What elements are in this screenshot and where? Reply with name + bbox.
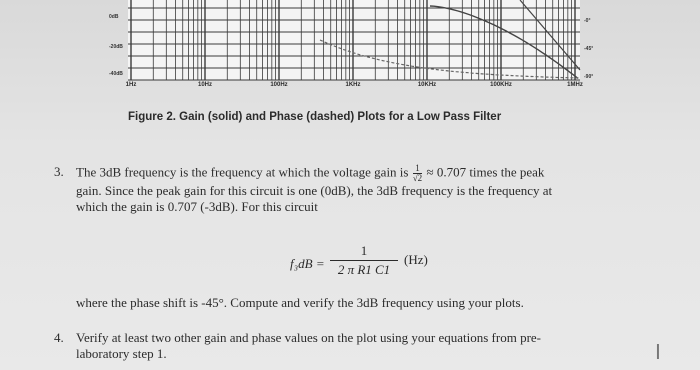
x-tick-100hz: 100Hz bbox=[270, 82, 288, 88]
x-tick-1khz: 1KHz bbox=[345, 82, 361, 88]
one-over-root-two bbox=[413, 164, 422, 183]
item-3-line-1 bbox=[76, 164, 646, 183]
text-cursor-icon: I bbox=[655, 340, 661, 364]
gain-label-2: -40dB bbox=[109, 71, 123, 77]
phase-label-1: -45° bbox=[584, 46, 594, 52]
formula-numerator: 1 bbox=[330, 243, 398, 261]
formula-lhs: f₃dB = bbox=[290, 256, 325, 271]
x-tick-10khz: 10KHz bbox=[417, 82, 437, 88]
item-number-4: 4. bbox=[54, 330, 64, 345]
x-tick-10hz: 10Hz bbox=[197, 82, 213, 88]
item-3-line-2: gain. Since the peak gain for this circuit is one (0dB), the 3dB frequency is the frequency at bbox=[76, 183, 553, 198]
item-4-line-1: Verify at least two other gain and phase values on the plot using your equations from pre- bbox=[76, 330, 541, 345]
frac-denominator: √2 bbox=[412, 173, 423, 183]
x-tick-1mhz: 1MHz bbox=[567, 82, 583, 88]
formula-unit: (Hz) bbox=[404, 252, 428, 267]
figure-caption: Figure 2. Gain (solid) and Phase (dashed) Plots for a Low Pass Filter bbox=[128, 111, 502, 123]
item-3-line-1-end: ≈ 0.707 times the peak bbox=[426, 164, 545, 180]
x-tick-100khz: 100KHz bbox=[490, 82, 512, 88]
phase-label-0: -0° bbox=[584, 18, 591, 24]
item-4-text bbox=[76, 330, 646, 362]
phase-sentence: where the phase shift is -45°. Compute and verify the 3dB frequency using your plots. bbox=[76, 295, 524, 310]
phase-label-2: -90° bbox=[584, 74, 594, 80]
item-3-text bbox=[76, 164, 646, 215]
formula-fraction bbox=[330, 243, 398, 278]
x-tick-1hz: 1Hz bbox=[125, 82, 137, 88]
item-number-3: 3. bbox=[54, 164, 64, 179]
item-4-line-2: laboratory step 1. bbox=[76, 346, 167, 361]
frac-numerator: 1 bbox=[413, 164, 422, 174]
item-3-line-3: which the gain is 0.707 (-3dB). For this circuit bbox=[76, 199, 318, 214]
gain-label-1: -20dB bbox=[109, 44, 123, 50]
item-3-line-1-start: The 3dB frequency is the frequency at which the voltage gain is bbox=[76, 164, 409, 180]
formula-denominator: 2 π R1 C1 bbox=[337, 262, 391, 277]
gain-label-0: 0dB bbox=[109, 14, 119, 20]
